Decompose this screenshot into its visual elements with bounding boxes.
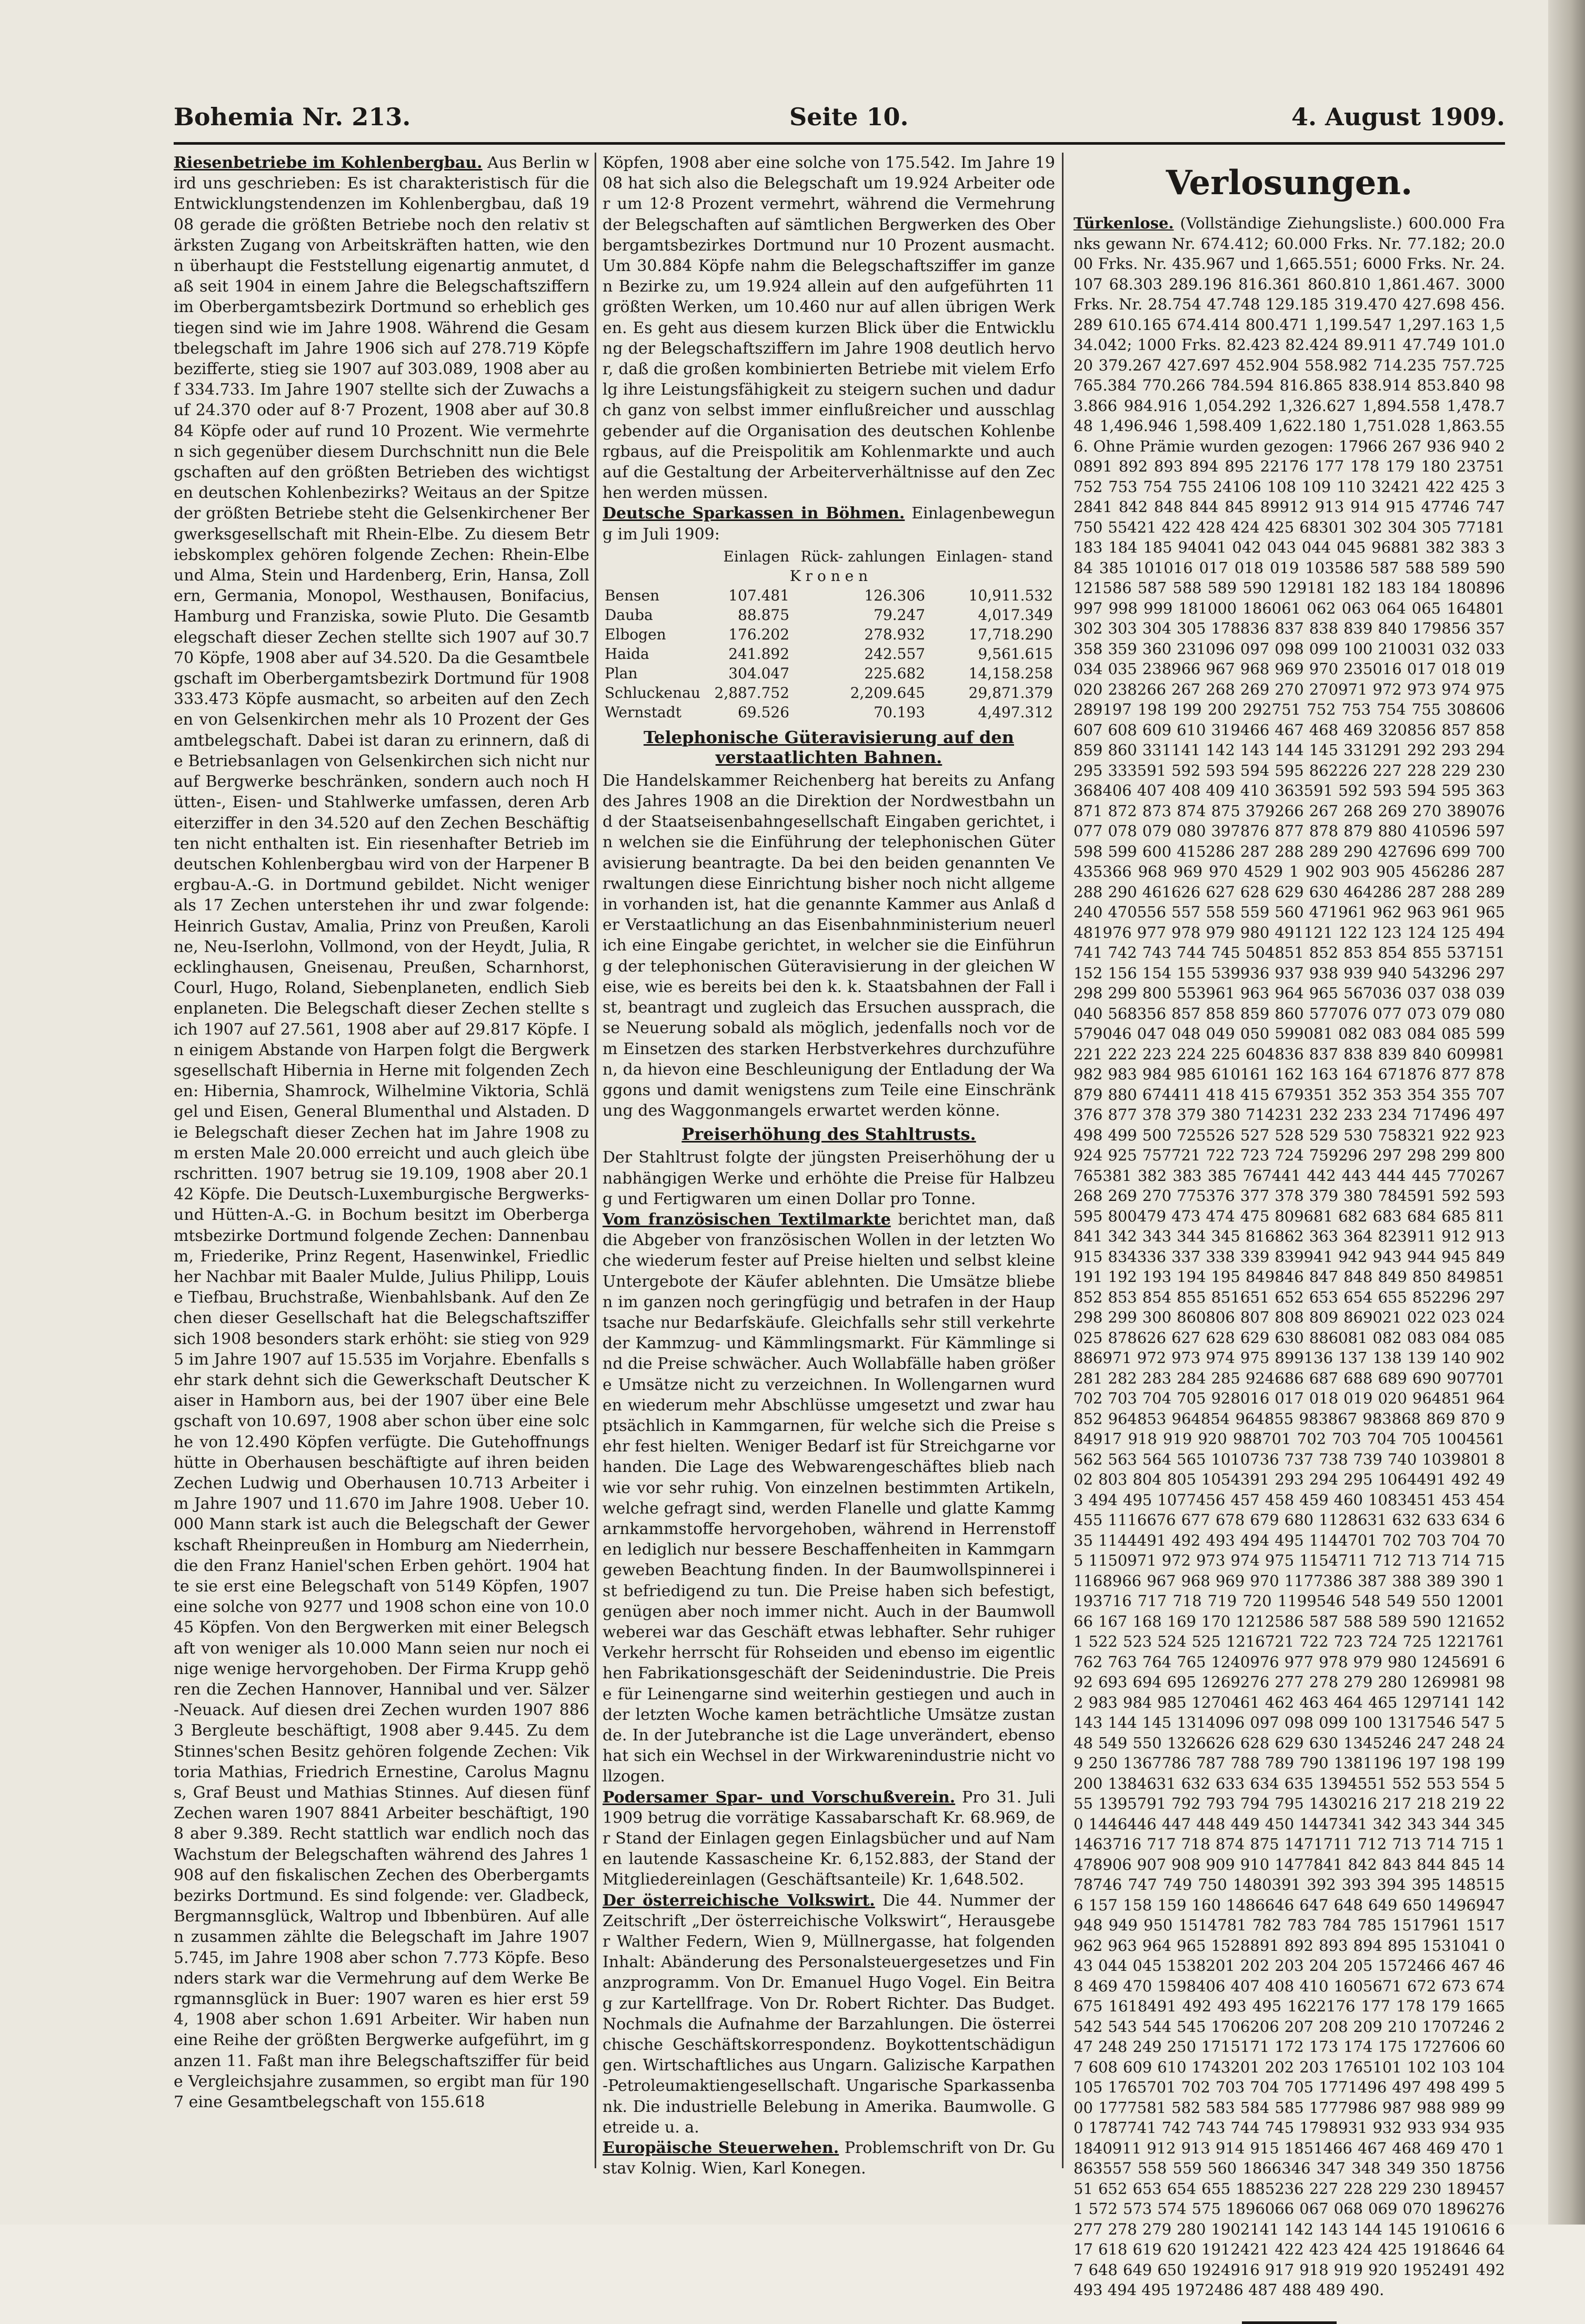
page-header xyxy=(174,103,1505,139)
telephon-text: Die Handelskammer Reichenberg hat bereits zu Anfang des Jahres 1908 an die Direktion der Nordwestbahn und der Staatseisenbahngesellschaft Eingaben gerichtet, in welchen sie die Einführung der telephonischen Güteravisierung beantragte. Da bei den beiden genannten Verwaltungen diese Einrichtung bisher noch nicht allgemein vorhanden ist, hat die genannte Kammer aus Anlaß der Verstaatlichung an das Eisenbahnministerium neuerlich eine Eingabe gerichtet, in welcher sie die Einführung der telephonischen Güteravisierung in der gleichen Weise, wie es bereits bei den k. k. Staatsbahnen der Fall ist, beantragt und zugleich das Ersuchen aussprach, diese Neuerung sobald als möglich, jedenfalls noch vor dem Einsetzen des starken Herbstverkehres durchzuführen, da hievon eine Beschleunigung der Entladung der Waggons und damit wenigstens zum Teile eine Einschränkung des Waggonmangels erwartet werden könne. xyxy=(603,771,1055,1120)
volkswirt-text: Die 44. Nummer der Zeitschrift „Der österreichische Volkswirt“, Herausgeber Walther Federn, Wien 9, Müllnergasse, hat folgenden Inhalt: Abänderung des Personalsteuergesetzes und Finanzprogramm. Von Dr. Emanuel Hugo Vogel. Ein Beitrag zur Kartellfrage. Von Dr. Robert Richter. Das Budget. Nochmals die Aufnahme der Barzahlungen. Die österreichische Geschäftskorrespondenz. Boykottentschädigungen. Wirtschaftliches aus Ungarn. Galizische Karpathen-Petroleumaktiengesellschaft. Ungarische Sparkassenbank. Die industrielle Belebung in Amerika. Baumwolle. Getreide u. a. xyxy=(603,1891,1055,2137)
sparkassen-intro xyxy=(603,503,1055,544)
column-2 xyxy=(603,153,1055,2178)
table-cell-place: Bensen xyxy=(605,586,660,604)
table-cell-einlagen: 107.481 xyxy=(728,586,790,604)
stahl-heading: Preiserhöhung des Stahltrusts. xyxy=(681,1124,976,1145)
table-cell-place: Schluckenau xyxy=(605,684,700,702)
table-row xyxy=(603,586,1055,605)
column-3 xyxy=(1074,153,1506,2299)
table-cell-place: Haida xyxy=(605,645,649,663)
column-1 xyxy=(174,153,589,2168)
table-cell-einlagen: 304.047 xyxy=(728,664,790,682)
header-rule xyxy=(174,142,1505,145)
table-cell-place: Dauba xyxy=(605,606,653,624)
poder-heading: Podersamer Spar- und Vorschußverein. xyxy=(603,1788,956,1807)
table-row xyxy=(603,605,1055,625)
tuerkenlose-intro xyxy=(1074,213,1505,2300)
table-cell-rueckzahlungen: 70.193 xyxy=(874,703,926,721)
table-cell-einlagen: 2,887.752 xyxy=(714,684,790,702)
volkswirt-article xyxy=(603,1890,1055,2138)
sparkassen-intro-text: Einlagenbewegung im Juli 1909: xyxy=(603,504,1055,544)
table-cell-stand: 10,911.532 xyxy=(968,586,1053,604)
table-row xyxy=(603,625,1055,644)
header-publication: Bohemia Nr. 213. xyxy=(174,103,411,131)
table-row xyxy=(603,644,1055,664)
table-cell-rueckzahlungen: 278.932 xyxy=(864,625,926,643)
book-spine-shadow xyxy=(1548,0,1585,2225)
table-cell-rueckzahlungen: 126.306 xyxy=(864,586,926,604)
table-cell-einlagen: 176.202 xyxy=(728,625,790,643)
table-cell-einlagen: 69.526 xyxy=(738,703,790,721)
table-header-einlagenstand: Einlagen- stand xyxy=(936,547,1053,565)
tuerkenlose-heading: Türkenlose. xyxy=(1074,214,1174,232)
header-page-number: Seite 10. xyxy=(789,103,909,131)
article-riesenbetriebe xyxy=(174,153,589,2112)
article-body: Aus Berlin wird uns geschrieben: Es ist charakteristisch für die Entwicklungstendenzen im Kohlenbergbau, daß 1908 gerade die größten Betriebe noch den relativ stärksten Zugang von Arbeitskräften hatten, wie denn überhaupt die Feststellung eigenartig anmutet, daß seit 1904 in einem Jahre die Belegschaftsziffern im Oberbergamtsbezirk Dortmund so erheblich gestiegen sind wie im Jahre 1908. Während die Gesamtbelegschaft im Jahre 1906 sich auf 278.719 Köpfe bezifferte, stieg sie 1907 auf 303.089, 1908 aber auf 334.733. Im Jahre 1907 stellte sich der Zuwachs auf 24.370 oder auf 8·7 Prozent, 1908 aber auf 30.884 Köpfe oder auf rund 10 Prozent. Wie vermehrten sich gegenüber diesem Durchschnitt nun die Belegschaften auf den größten Betrieben des wichtigsten deutschen Kohlenbezirks? Weitaus an der Spitze der größten Betriebe steht die Gelsenkirchener Bergwerksgesellschaft mit Rhein-Elbe. Zu diesem Betriebskomplex gehören folgende Zechen: Rhein-Elbe und Alma, Stein und Hardenberg, Erin, Hansa, Zollern, Germania, Monopol, Westhausen, Bonifacius, Hamburg und Franziska, sowie Pluto. Die Gesamtbelegschaft dieser Zechen stellte sich 1907 auf 30.770 Köpfe, 1908 aber auf 34.520. Da die Gesamtbelegschaft im Oberbergamtsbezirk Dortmund für 1908 333.473 Köpfe ausmacht, so arbeiten auf den Zechen von Gelsenkirchen mehr als 10 Prozent der Gesamtbelegschaft. Dabei ist daran zu erinnern, daß die Betriebsanlagen von Gelsenkirchen sich nicht nur auf Bergwerke beschränken, sondern auch noch Hütten-, Eisen- und Stahlwerke umfassen, deren Arbeiterziffer in den 34.520 auf den Zechen Beschäftigten nicht enthalten ist. Ein riesenhafter Betrieb im deutschen Kohlenbergbau wird von der Harpener Bergbau-A.-G. in Dortmund gebildet. Nicht weniger als 17 Zechen unterstehen ihr und zwar folgende: Heinrich Gustav, Amalia, Prinz von Preußen, Karoline, Neu-Iserlohn, Vollmond, von der Heydt, Julia, Recklinghausen, Gneisenau, Preußen, Scharnhorst, Courl, Hugo, Roland, Siebenplaneten, endlich Siebenplaneten. Die Belegschaft dieser Zechen stellte sich 1907 auf 27.561, 1908 aber auf 29.817 Köpfe. In einigem Abstande von Harpen folgt die Bergwerksgesellschaft Hibernia in Herne mit folgenden Zechen: Hibernia, Shamrock, Wilhelmine Viktoria, Schlägel und Eisen, General Blumenthal und Alstaden. Die Belegschaft dieser Zechen hat im Jahre 1908 zum ersten Male 20.000 erreicht und auch gleich überschritten. 1907 betrug sie 19.109, 1908 aber 20.142 Köpfe. Die Deutsch-Luxemburgische Bergwerks- und Hütten-A.-G. in Bochum besitzt im Oberbergamtsbezirke Dortmund folgende Zechen: Dannenbaum, Friederike, Prinz Regent, Hasenwinkel, Friedlicher Nachbar mit Baaler Mulde, Julius Philipp, Louise Tiefbau, Bruchstraße, Wienbahlsbank. Auf den Zechen dieser Gesellschaft hat die Belegschaftsziffer sich 1908 besonders stark erhöht: sie stieg von 9295 im Jahre 1907 auf 15.535 im Vorjahre. Ebenfalls sehr stark dehnt sich die Gewerkschaft Deutscher Kaiser in Hamborn aus, bei der 1907 über eine Belegschaft von 10.697, 1908 aber schon über eine solche von 12.490 Köpfen verfügte. Die Gutehoffnungshütte in Oberhausen beschäftigte auf ihren beiden Zechen Ludwig und Oberhausen 10.713 Arbeiter im Jahre 1907 und 11.670 im Jahre 1908. Ueber 10.000 Mann stark ist auch die Belegschaft der Gewerkschaft Rheinpreußen in Homburg am Niederrhein, die den Franz Haniel'schen Erben gehört. 1904 hatte sie erst eine Belegschaft von 5149 Köpfen, 1907 eine solche von 9277 und 1908 schon eine von 10.045 Köpfen. Von den Bergwerken mit einer Belegschaft von weniger als 10.000 Mann seien nur noch einige wenige hervorgehoben. Der Firma Krupp gehören die Zechen Hannover, Hannibal und ver. Sälzer-Neuack. Auf diesen drei Zechen wurden 1907 8863 Bergleute beschäftigt, 1908 aber 9.445. Zu dem Stinnes'schen Besitz gehören folgende Zechen: Viktoria Mathias, Friedrich Ernestine, Carolus Magnus, Graf Beust und Mathias Stinnes. Auf diesen fünf Zechen waren 1907 8841 Arbeiter beschäftigt, 1908 aber 9.389. Recht stattlich war endlich noch das Wachstum der Belegschaften während des Jahres 1908 auf den fiskalischen Zechen des Oberbergamtsbezirks Dortmund. Es sind folgende: ver. Gladbeck, Bergmannsglück, Waltrop und Ibbenbüren. Auf allen zusammen zählte die Belegschaft im Jahre 1907 5.745, im Jahre 1908 aber schon 7.773 Köpfe. Besonders stark war die Vermehrung auf dem Werke Bergmannsglück in Buer: 1907 waren es hier erst 594, 1908 aber schon 1.691 Arbeiter. Wir haben nun eine Reihe der größten Bergwerke aufgeführt, im ganzen 11. Faßt man ihre Belegschaftsziffer für beide Vergleichsjahre zusammen, so ergibt man für 1907 eine Gesamtbelegschaft von 155.618 xyxy=(174,154,589,2112)
textil-article xyxy=(603,1209,1055,1787)
table-cell-stand: 4,497.312 xyxy=(978,703,1053,721)
table-cell-place: Elbogen xyxy=(605,625,666,643)
article-heading: Riesenbetriebe im Kohlenbergbau. xyxy=(174,154,483,172)
textil-text: berichtet man, daß die Abgeber von französischen Wollen in der letzten Woche wiederum fester auf Preise hielten und selbst kleine Untergebote der Käufer ablehnten. Die Umsätze blieben im ganzen noch geringfügig und betrafen in der Hauptsache nur Bedarfskäufe. Gleichfalls sehr still verkehrte der Kammzug- und Kämmlingsmarkt. Für Kämmlinge sind die Preise schwächer. Auch Wollabfälle haben größere Umsätze nicht zu verzeichnen. In Wollengarnen wurden wiederum mehr Abschlüsse umgesetzt und zwar hauptsächlich in Kammgarnen, für welche sich die Preise sehr fest hielten. Weniger Bedarf ist für Streichgarne vorhanden. Die Lage des Webwarengeschäftes blieb nach wie vor sehr ruhig. Von einzelnen bestimmten Artikeln, welche gefragt sind, werden Flanelle und glatte Kammgarnkammstoffe hervorgehoben, während in Herrenstoffen lediglich nur bessere Beschaffenheiten in Kammgarngeweben Beachtung finden. In der Baumwollspinnerei ist befriedigend zu tun. Die Preise haben sich befestigt, genügen aber noch immer nicht. Auch in der Baumwollweberei war das Geschäft etwas lebhafter. Sehr ruhiger Verkehr herrscht für Rohseiden und ebenso im eigentlichen Fabrikationsgeschäft der Seidenindustrie. Die Preise für Leinengarne sind weiterhin gestiegen und auch in der letzten Woche kamen beträchtliche Umsätze zustande. In der Jutebranche ist die Lage unverändert, ebenso hat sich ein Wechsel in der Wirkwarenindustrie nicht vollzogen. xyxy=(603,1210,1055,1786)
column-divider-1 xyxy=(595,153,596,2168)
table-cell-einlagen: 88.875 xyxy=(738,606,790,624)
table-cell-rueckzahlungen: 242.557 xyxy=(864,645,926,663)
table-cell-place: Plan xyxy=(605,664,638,682)
euro-article xyxy=(603,2138,1055,2179)
table-row xyxy=(603,664,1055,683)
table-cell-stand: 29,871.379 xyxy=(968,684,1053,702)
sparkassen-heading: Deutsche Sparkassen in Böhmen. xyxy=(603,504,905,523)
table-unit: K r o n e n xyxy=(789,567,868,585)
column-divider-2 xyxy=(1062,153,1064,2168)
table-cell-stand: 9,561.615 xyxy=(978,645,1053,663)
tuerkenlose-intro-text: (Vollständige Ziehungsliste.) 600.000 Franks gewann Nr. 674.412; 60.000 Frks. Nr. 77.182; 20.000 Frks. Nr. 435.967 und 1,665.551; 6000 Frks. Nr. 24.107 68.303 289.196 816.361 860.810 1,861.467. 3000 Frks. Nr. 28.754 47.748 129.185 319.470 427.698 456.289 610.165 674.414 800.471 1,199.547 1,297.163 1,534.042; 1000 Frks. 82.423 82.424 89.911 47.749 101.020 379.267 427.697 452.904 558.982 714.235 757.725 765.384 770.266 784.594 816.865 838.914 853.840 983.866 984.916 1,054.292 1,326.627 1,894.558 1,478.748 1,496.946 1,598.409 1,622.180 1,751.028 1,863.556. Ohne Prämie wurden gezogen: xyxy=(1074,214,1506,455)
table-cell-stand: 4,017.349 xyxy=(978,606,1053,624)
stahl-text: Der Stahltrust folgte der jüngsten Preiserhöhung der unabhängigen Werke und erhöhte die Preise für Halbzeug und Fertigwaren um einen Dollar pro Tonne. xyxy=(603,1148,1055,1208)
poder-text: Pro 31. Juli 1909 betrug die vorrätige Kassabarschaft Kr. 68.969, der Stand der Einlagen gegen Einlagsbücher und auf Namen lautende Kassascheine Kr. 6,152.883, der Stand der Mitgliedereinlagen (Geschäftsanteile) Kr. 1,648.502. xyxy=(603,1788,1055,1889)
poder-article xyxy=(603,1787,1055,1890)
table-header-einlagen: Einlagen xyxy=(723,547,790,565)
table-cell-einlagen: 241.892 xyxy=(728,645,790,663)
header-date: 4. August 1909. xyxy=(1291,103,1505,131)
table-header-rueckzahlungen: Rück- zahlungen xyxy=(800,547,926,565)
table-cell-rueckzahlungen: 225.682 xyxy=(864,664,926,682)
table-header-row xyxy=(603,547,1055,566)
tuerkenlose-numbers: 17966 267 936 940 20891 892 893 894 895 22176 177 178 179 180 23751 752 753 754 755 24106 108 109 110 32421 422 425 32841 842 848 844 845 89912 913 914 915 47746 747 750 55421 422 428 424 425 68301 302 304 305 77181 183 184 185 94041 042 043 044 045 96881 382 383 384 385 101016 017 018 019 103586 587 588 589 590 121586 587 588 589 590 129181 182 183 184 180896 997 998 999 181000 186061 062 063 064 065 164801 302 303 304 305 178836 837 838 839 840 179856 357 358 359 360 231096 097 098 099 100 210031 032 033 034 035 238966 967 968 969 970 235016 017 018 019 020 238266 267 268 269 270 270971 972 973 974 975 289197 198 199 200 292751 752 753 754 755 308606 607 608 609 610 319466 467 468 469 320856 857 858 859 860 331141 142 143 144 145 331291 292 293 294 295 333591 592 593 594 595 862226 227 228 229 230 368406 407 408 409 410 363591 592 593 594 595 363871 872 873 874 875 379266 267 268 269 270 389076 077 078 079 080 397876 877 878 879 880 410596 597 598 599 600 415286 287 288 289 290 427696 699 700 435366 968 969 970 4529 1 902 903 905 456286 287 288 290 461626 627 628 629 630 464286 287 288 289 240 470556 557 558 559 560 471961 962 963 961 965 481976 977 978 979 980 491121 122 123 124 125 494741 742 743 744 745 504851 852 853 854 855 537151 152 156 154 155 539936 937 938 939 940 543296 297 298 299 800 553961 963 964 965 567036 037 038 039 040 568356 857 858 859 860 577076 077 073 079 080 579046 047 048 049 050 599081 082 083 084 085 599221 222 223 224 225 604836 837 838 839 840 609981 982 983 984 985 610161 162 163 164 671876 877 878 879 880 674411 418 415 679351 352 353 354 355 707376 877 378 379 380 714231 232 233 234 717496 497 498 499 500 725526 527 528 529 530 758321 922 923 924 925 757721 722 723 724 759296 297 298 299 800 765381 382 383 385 767441 442 443 444 445 770267 268 269 270 775376 377 378 379 380 784591 592 593 595 800479 473 474 475 809681 682 683 684 685 811841 342 343 344 345 816862 363 364 823911 912 913 915 834336 337 338 339 839941 942 943 944 945 849191 192 193 194 195 849846 847 848 849 850 849851 852 853 854 855 851651 652 653 654 655 852296 297 298 299 300 860806 807 808 809 869021 022 023 024 025 878626 627 628 629 630 886081 082 083 084 085 886971 972 973 974 975 899136 137 138 139 140 902281 282 283 284 285 924686 687 688 689 690 907701 702 703 704 705 928016 017 018 019 020 964851 964852 964853 964854 964855 983867 983868 869 870 984917 918 919 920 988701 702 703 704 705 1004561 562 563 564 565 1010736 737 738 739 740 1039801 802 803 804 805 1054391 293 294 295 1064491 492 493 494 495 1077456 457 458 459 460 1083451 453 454 455 1116676 677 678 679 680 1128631 632 633 634 635 1144491 492 493 494 495 1144701 702 703 704 705 1150971 972 973 974 975 1154711 712 713 714 715 1168966 967 968 969 970 1177386 387 388 389 390 1193716 717 718 719 720 1199546 548 549 550 1200166 167 168 169 170 1212586 587 588 589 590 1216521 522 523 524 525 1216721 722 723 724 725 1221761 762 763 764 765 1240976 977 978 979 980 1245691 692 693 694 695 1269276 277 278 279 280 1269981 982 983 984 985 1270461 462 463 464 465 1297141 142 143 144 145 1314096 097 098 099 100 1317546 547 548 549 550 1326626 628 629 630 1345246 247 248 249 250 1367786 787 788 789 790 1381196 197 198 199 200 1384631 632 633 634 635 1394551 552 553 554 555 1395791 792 793 794 795 1430216 217 218 219 220 1446446 447 448 449 450 1447341 342 343 344 345 1463716 717 718 874 875 1471711 712 713 714 715 1478906 907 908 909 910 1477841 842 843 844 845 1478746 747 749 750 1480391 392 393 394 395 1485156 157 158 159 160 1486646 647 648 649 650 1496947 948 949 950 1514781 782 783 784 785 1517961 1517962 963 964 965 1528891 892 893 894 895 1531041 043 044 045 1538201 202 203 204 205 1572466 467 468 469 470 1598406 407 408 410 1605671 672 673 674 675 1618491 492 493 495 1622176 177 178 179 1665542 543 544 545 1706206 207 208 209 210 1707246 247 248 249 250 1715171 172 173 174 175 1727606 607 608 609 610 1743201 202 203 1765101 102 103 104 105 1765701 702 703 704 705 1771496 497 498 499 500 1777581 582 583 584 585 1777986 987 988 989 990 1787741 742 743 744 745 1798931 932 933 934 935 1840911 912 913 914 915 1851466 467 468 469 470 1863557 558 559 560 1866346 347 348 349 350 1875651 652 653 654 655 1885236 227 228 229 230 1894571 572 573 574 575 1896066 067 068 069 070 1896276 277 278 279 280 1902141 142 143 144 145 1910616 617 618 619 620 1912421 422 423 424 425 1918646 647 648 649 650 1924916 917 918 919 920 1952491 492 493 494 495 1972486 487 488 489 490. xyxy=(1074,437,1506,2299)
end-rule xyxy=(1242,2321,1337,2324)
verlosungen-title: Verlosungen. xyxy=(1166,163,1413,203)
euro-heading: Europäische Steuerwehen. xyxy=(603,2139,839,2158)
table-cell-stand: 17,718.290 xyxy=(968,625,1053,643)
table-header-place xyxy=(603,547,708,566)
table-cell-rueckzahlungen: 2,209.645 xyxy=(850,684,926,702)
volkswirt-heading: Der österreichische Volkswirt. xyxy=(603,1891,875,1910)
table-row xyxy=(603,703,1055,722)
telephon-heading: Telephonische Güteravisierung auf den verstaatlichten Bahnen. xyxy=(643,727,1015,767)
sparkassen-table xyxy=(603,547,1055,722)
euro-text: Problemschrift von Dr. Gustav Kolnig. Wien, Karl Konegen. xyxy=(603,2139,1055,2178)
article-continued: Köpfen, 1908 aber eine solche von 175.542. Im Jahre 1908 hat sich also die Belegschaft um 19.924 Arbeiter oder um 12·8 Prozent vermehrt, während die Vermehrung der Belegschaften auf sämtlichen Bergwerken des Oberbergamtsbezirkes Dortmund nur 10 Prozent ausmacht. Um 30.884 Köpfe nahm die Belegschaftsziffer im ganzen Bezirke zu, um 19.924 allein auf den aufgeführten 11 größten Werken, um 10.460 nur auf allen übrigen Werken. Es geht aus diesem kurzen Blick über die Entwicklung der Belegschaftsziffern im Jahre 1908 deutlich hervor, daß die großen kombinierten Betriebe mit vielem Erfolg ihre Leistungsfähigkeit zu steigern suchen und dadurch ganz von selbst immer einflußreicher und ausschlaggebender auf die Organisation des deutschen Kohlenbergbaus, auf die Preispolitik am Kohlenmarkte und auch auf die Gestaltung der Arbeiterverhältnisse auf den Zechen werden müssen. xyxy=(603,154,1055,503)
table-cell-rueckzahlungen: 79.247 xyxy=(874,606,926,624)
textil-heading: Vom französischen Textilmarkte xyxy=(603,1210,891,1229)
table-cell-stand: 14,158.258 xyxy=(968,664,1053,682)
table-cell-place: Wernstadt xyxy=(605,703,681,721)
table-row xyxy=(603,683,1055,703)
table-unit-row xyxy=(603,566,1055,586)
